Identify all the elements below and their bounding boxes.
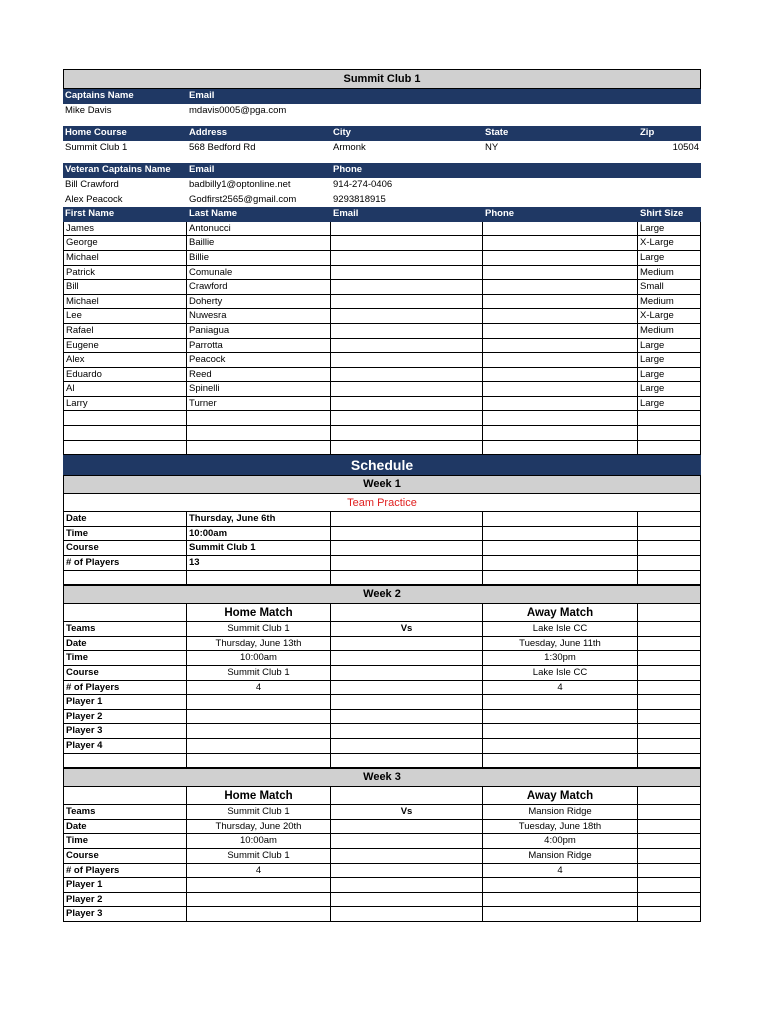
- detail-label: Date: [63, 820, 187, 835]
- shirt-size-cell: Large: [638, 251, 701, 266]
- phone-cell: [483, 353, 638, 368]
- first-name-cell: Alex: [63, 353, 187, 368]
- week3-row: [63, 878, 701, 893]
- shirt-size-cell: Medium: [638, 295, 701, 310]
- empty-cell: [331, 651, 483, 666]
- phone-cell: [483, 324, 638, 339]
- empty-cell: [638, 739, 701, 754]
- week3-row: [63, 893, 701, 908]
- away-match-label: Away Match: [483, 787, 638, 805]
- empty-cell: [638, 849, 701, 864]
- week2-row: [63, 637, 701, 652]
- roster-row: [63, 426, 701, 441]
- phone-cell: [483, 339, 638, 354]
- shirt-size-cell: [638, 411, 701, 426]
- empty-cell: [638, 805, 701, 820]
- empty-cell: [638, 724, 701, 739]
- phone-header: Phone: [485, 208, 515, 220]
- week-2-match-header: [63, 604, 701, 622]
- empty-cell: [638, 754, 701, 769]
- week2-row: [63, 681, 701, 696]
- away-value: [483, 724, 638, 739]
- week3-row: [63, 834, 701, 849]
- home-value: [187, 724, 331, 739]
- roster-row: [63, 441, 701, 456]
- roster-row: [63, 280, 701, 295]
- first-name-cell: George: [63, 236, 187, 251]
- shirt-size-cell: [638, 426, 701, 441]
- home-value: [187, 710, 331, 725]
- state-header: State: [485, 127, 509, 139]
- week-1-table: [63, 512, 701, 585]
- shirt-size-cell: X-Large: [638, 236, 701, 251]
- week3-row: [63, 805, 701, 820]
- roster-row: [63, 397, 701, 412]
- home-value: 4: [187, 864, 331, 879]
- empty-cell: [331, 666, 483, 681]
- veteran-name: Bill Crawford: [65, 178, 119, 190]
- empty-cell: [331, 527, 483, 542]
- captain-name: Mike Davis: [65, 104, 112, 116]
- email-cell: [331, 324, 483, 339]
- address-header: Address: [189, 127, 228, 139]
- empty-cell: [638, 622, 701, 637]
- roster-header: [63, 207, 701, 222]
- captain-name-header: Captains Name: [65, 90, 134, 101]
- detail-label: Player 2: [63, 893, 187, 908]
- home-value: Summit Club 1: [187, 805, 331, 820]
- detail-label: Time: [63, 834, 187, 849]
- email-cell: [331, 251, 483, 266]
- week3-row: [63, 864, 701, 879]
- first-name-cell: Rafael: [63, 324, 187, 339]
- away-value: [483, 695, 638, 710]
- first-name-cell: Eugene: [63, 339, 187, 354]
- shirt-size-cell: Medium: [638, 266, 701, 281]
- empty-cell: [638, 512, 701, 527]
- home-value: [187, 907, 331, 922]
- last-name-cell: Crawford: [187, 280, 331, 295]
- captain-header: [63, 89, 701, 104]
- veteran-email: badbilly1@optonline.net: [189, 178, 291, 190]
- detail-label: Player 1: [63, 695, 187, 710]
- empty-cell: [331, 695, 483, 710]
- first-name-cell: [63, 411, 187, 426]
- week-1-title: Week 1: [63, 475, 701, 494]
- empty-cell: [331, 907, 483, 922]
- empty-cell: [638, 907, 701, 922]
- first-name-header: First Name: [65, 208, 115, 220]
- week-3-match-header: [63, 787, 701, 805]
- last-name-cell: Spinelli: [187, 382, 331, 397]
- empty-cell: [331, 849, 483, 864]
- captain-email-header: Email: [189, 90, 215, 101]
- shirt-size-cell: Large: [638, 397, 701, 412]
- last-name-cell: [187, 426, 331, 441]
- roster-sheet: [63, 69, 701, 922]
- email-cell: [331, 382, 483, 397]
- empty-cell: [331, 571, 483, 586]
- email-cell: [331, 441, 483, 456]
- last-name-cell: [187, 411, 331, 426]
- week-1-row: [63, 527, 701, 542]
- away-value: 4: [483, 681, 638, 696]
- week2-spacer-row: [63, 754, 701, 769]
- detail-label: Player 3: [63, 724, 187, 739]
- week2-row: [63, 651, 701, 666]
- last-name-cell: Nuwesra: [187, 309, 331, 324]
- veteran-name-header: Veteran Captains Name: [65, 164, 171, 176]
- home-value: Thursday, June 20th: [187, 820, 331, 835]
- phone-cell: [483, 222, 638, 237]
- home-course-header: Home Course: [65, 127, 127, 139]
- empty-cell: [63, 571, 187, 586]
- city-header: City: [333, 127, 351, 139]
- empty-cell: [331, 724, 483, 739]
- detail-label: Course: [63, 541, 187, 556]
- away-value: 4: [483, 864, 638, 879]
- week2-row: [63, 622, 701, 637]
- detail-label: # of Players: [63, 556, 187, 571]
- week3-row: [63, 820, 701, 835]
- email-cell: [331, 309, 483, 324]
- city: Armonk: [333, 141, 366, 153]
- first-name-cell: Eduardo: [63, 368, 187, 383]
- zip-header: Zip: [640, 127, 655, 139]
- empty-cell: [638, 651, 701, 666]
- vs-label: Vs: [331, 622, 483, 637]
- roster-row: [63, 382, 701, 397]
- empty-cell: [63, 754, 187, 769]
- first-name-cell: Bill: [63, 280, 187, 295]
- detail-label: Teams: [63, 805, 187, 820]
- detail-label: Player 1: [63, 878, 187, 893]
- empty-cell: [187, 571, 331, 586]
- shirt-size-cell: Medium: [638, 324, 701, 339]
- phone-cell: [483, 266, 638, 281]
- shirt-size-cell: [638, 441, 701, 456]
- shirt-size-cell: X-Large: [638, 309, 701, 324]
- first-name-cell: [63, 426, 187, 441]
- empty-cell: [331, 820, 483, 835]
- week-3-table: [63, 805, 701, 922]
- address: 568 Bedford Rd: [189, 141, 256, 153]
- empty-cell: [331, 556, 483, 571]
- detail-value: Summit Club 1: [187, 541, 331, 556]
- roster-row: [63, 353, 701, 368]
- team-practice-label: Team Practice: [63, 494, 701, 512]
- home-value: Summit Club 1: [187, 622, 331, 637]
- roster-row: [63, 339, 701, 354]
- detail-value: 10:00am: [187, 527, 331, 542]
- empty-cell: [638, 666, 701, 681]
- phone-cell: [483, 251, 638, 266]
- week-1-row: [63, 556, 701, 571]
- email-cell: [331, 426, 483, 441]
- last-name-header: Last Name: [189, 208, 238, 220]
- veteran-phone: 9293818915: [333, 193, 386, 205]
- away-value: [483, 710, 638, 725]
- shirt-size-cell: Large: [638, 368, 701, 383]
- home-match-label: Home Match: [187, 604, 331, 622]
- email-cell: [331, 339, 483, 354]
- empty-cell: [638, 893, 701, 908]
- detail-value: Thursday, June 6th: [187, 512, 331, 527]
- detail-label: # of Players: [63, 864, 187, 879]
- first-name-cell: [63, 441, 187, 456]
- phone-cell: [483, 397, 638, 412]
- veteran-row: [63, 193, 701, 208]
- week3-row: [63, 907, 701, 922]
- home-value: Summit Club 1: [187, 666, 331, 681]
- roster-row: [63, 295, 701, 310]
- detail-label: Course: [63, 666, 187, 681]
- empty-cell: [638, 681, 701, 696]
- empty-cell: [483, 556, 638, 571]
- roster-row: [63, 368, 701, 383]
- email-cell: [331, 353, 483, 368]
- roster-row: [63, 324, 701, 339]
- first-name-cell: Patrick: [63, 266, 187, 281]
- phone-cell: [483, 411, 638, 426]
- email-cell: [331, 397, 483, 412]
- phone-cell: [483, 236, 638, 251]
- phone-cell: [483, 382, 638, 397]
- home-value: [187, 695, 331, 710]
- first-name-cell: James: [63, 222, 187, 237]
- last-name-cell: Paniagua: [187, 324, 331, 339]
- away-value: [483, 739, 638, 754]
- away-value: Tuesday, June 11th: [483, 637, 638, 652]
- empty-cell: [638, 820, 701, 835]
- vs-label: Vs: [331, 805, 483, 820]
- away-value: [483, 878, 638, 893]
- last-name-cell: [187, 441, 331, 456]
- home-course: Summit Club 1: [65, 141, 128, 153]
- sheet-title: Summit Club 1: [63, 69, 701, 89]
- veteran-phone: 914-274-0406: [333, 178, 393, 190]
- week2-row: [63, 710, 701, 725]
- empty-cell: [331, 739, 483, 754]
- home-value: Summit Club 1: [187, 849, 331, 864]
- week-2-title: Week 2: [63, 585, 701, 604]
- email-cell: [331, 295, 483, 310]
- empty-cell: [638, 556, 701, 571]
- away-value: Mansion Ridge: [483, 849, 638, 864]
- empty-cell: [331, 893, 483, 908]
- empty-cell: [483, 512, 638, 527]
- veteran-name: Alex Peacock: [65, 193, 123, 205]
- empty-cell: [483, 541, 638, 556]
- email-header: Email: [333, 208, 359, 220]
- empty-cell: [331, 878, 483, 893]
- roster-row: [63, 411, 701, 426]
- home-value: [187, 893, 331, 908]
- week3-row: [63, 849, 701, 864]
- roster-row: [63, 222, 701, 237]
- week-3-title: Week 3: [63, 768, 701, 787]
- detail-label: Teams: [63, 622, 187, 637]
- away-value: Tuesday, June 18th: [483, 820, 638, 835]
- roster-row: [63, 266, 701, 281]
- veteran-phone-header: Phone: [333, 164, 363, 176]
- week-1-subtitle-row: [63, 494, 701, 512]
- course-header: [63, 126, 701, 141]
- away-match-label: Away Match: [483, 604, 638, 622]
- email-cell: [331, 280, 483, 295]
- empty-cell: [638, 710, 701, 725]
- phone-cell: [483, 309, 638, 324]
- last-name-cell: Doherty: [187, 295, 331, 310]
- phone-cell: [483, 368, 638, 383]
- away-value: Mansion Ridge: [483, 805, 638, 820]
- empty-cell: [331, 512, 483, 527]
- last-name-cell: Turner: [187, 397, 331, 412]
- email-cell: [331, 236, 483, 251]
- zip: 10504: [672, 141, 699, 153]
- last-name-cell: Peacock: [187, 353, 331, 368]
- empty-cell: [483, 571, 638, 586]
- empty-cell: [187, 754, 331, 769]
- empty-cell: [638, 571, 701, 586]
- home-value: [187, 878, 331, 893]
- first-name-cell: Al: [63, 382, 187, 397]
- home-value: 10:00am: [187, 651, 331, 666]
- last-name-cell: Reed: [187, 368, 331, 383]
- schedule-title: Schedule: [63, 455, 701, 475]
- roster-row: [63, 236, 701, 251]
- empty-cell: [331, 541, 483, 556]
- detail-label: Date: [63, 512, 187, 527]
- detail-label: Time: [63, 651, 187, 666]
- shirt-size-cell: Small: [638, 280, 701, 295]
- first-name-cell: Lee: [63, 309, 187, 324]
- email-cell: [331, 411, 483, 426]
- phone-cell: [483, 441, 638, 456]
- detail-label: # of Players: [63, 681, 187, 696]
- empty-cell: [638, 527, 701, 542]
- email-cell: [331, 368, 483, 383]
- roster-row: [63, 309, 701, 324]
- away-value: [483, 893, 638, 908]
- detail-label: Player 4: [63, 739, 187, 754]
- veteran-row: [63, 178, 701, 193]
- home-value: 10:00am: [187, 834, 331, 849]
- veteran-email: Godfirst2565@gmail.com: [189, 193, 297, 205]
- week2-row: [63, 666, 701, 681]
- first-name-cell: Michael: [63, 251, 187, 266]
- empty-cell: [483, 754, 638, 769]
- veteran-header: [63, 163, 701, 178]
- week-2-table: [63, 622, 701, 768]
- empty-cell: [638, 878, 701, 893]
- empty-cell: [483, 527, 638, 542]
- phone-cell: [483, 426, 638, 441]
- away-value: Lake Isle CC: [483, 622, 638, 637]
- empty-cell: [638, 864, 701, 879]
- last-name-cell: Parrotta: [187, 339, 331, 354]
- away-value: 4:00pm: [483, 834, 638, 849]
- last-name-cell: Baillie: [187, 236, 331, 251]
- last-name-cell: Comunale: [187, 266, 331, 281]
- home-value: 4: [187, 681, 331, 696]
- away-value: Lake Isle CC: [483, 666, 638, 681]
- captain-email: mdavis0005@pga.com: [189, 104, 287, 116]
- detail-label: Course: [63, 849, 187, 864]
- week-1-spacer-row: [63, 571, 701, 586]
- detail-label: Date: [63, 637, 187, 652]
- shirt-size-header: Shirt Size: [640, 208, 684, 220]
- email-cell: [331, 222, 483, 237]
- empty-cell: [638, 541, 701, 556]
- last-name-cell: Antonucci: [187, 222, 331, 237]
- shirt-size-cell: Large: [638, 339, 701, 354]
- roster-row: [63, 251, 701, 266]
- detail-value: 13: [187, 556, 331, 571]
- away-value: 1:30pm: [483, 651, 638, 666]
- last-name-cell: Billie: [187, 251, 331, 266]
- empty-cell: [638, 637, 701, 652]
- empty-cell: [331, 864, 483, 879]
- home-match-label: Home Match: [187, 787, 331, 805]
- shirt-size-cell: Large: [638, 353, 701, 368]
- empty-cell: [638, 695, 701, 710]
- empty-cell: [331, 710, 483, 725]
- captain-row: [63, 104, 701, 119]
- phone-cell: [483, 280, 638, 295]
- state: NY: [485, 141, 499, 153]
- shirt-size-cell: Large: [638, 222, 701, 237]
- home-value: [187, 739, 331, 754]
- first-name-cell: Michael: [63, 295, 187, 310]
- first-name-cell: Larry: [63, 397, 187, 412]
- phone-cell: [483, 295, 638, 310]
- week2-row: [63, 695, 701, 710]
- week-1-row: [63, 512, 701, 527]
- shirt-size-cell: Large: [638, 382, 701, 397]
- empty-cell: [331, 754, 483, 769]
- detail-label: Player 2: [63, 710, 187, 725]
- empty-cell: [331, 681, 483, 696]
- home-value: Thursday, June 13th: [187, 637, 331, 652]
- empty-cell: [331, 834, 483, 849]
- week-1-row: [63, 541, 701, 556]
- detail-label: Time: [63, 527, 187, 542]
- week2-row: [63, 724, 701, 739]
- empty-cell: [331, 637, 483, 652]
- email-cell: [331, 266, 483, 281]
- veteran-email-header: Email: [189, 164, 215, 176]
- empty-cell: [638, 834, 701, 849]
- course-row: [63, 141, 701, 156]
- week2-row: [63, 739, 701, 754]
- roster-table: [63, 222, 701, 456]
- detail-label: Player 3: [63, 907, 187, 922]
- away-value: [483, 907, 638, 922]
